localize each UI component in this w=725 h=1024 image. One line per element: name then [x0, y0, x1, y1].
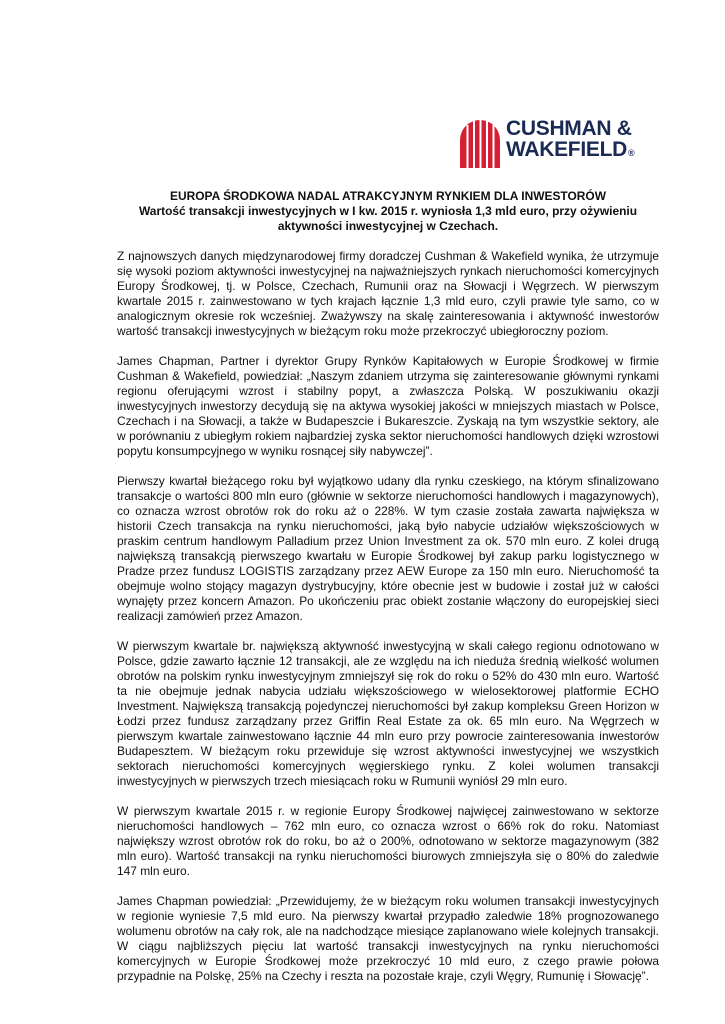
paragraph-1: Z najnowszych danych międzynarodowej firmy doradczej Cushman & Wakefield wynika, że utrzymuje się wysoki poziom aktywności inwestycyjnej na najważniejszych rynkach nieruchomości komercyjnych Europy Środkowej, tj. w Polsce, Czechach, Rumunii oraz na Słowacji i Węgrzech. W pierwszym kwartale 2015 r. zainwestowano w tych krajach łącznie 1,3 mld euro, czyli prawie tyle samo, co w analogicznym okresie rok wcześniej. Zważywszy na skalę zainteresowania i aktywność inwestorów wartość transakcji inwestycyjnych w bieżącym roku może przekroczyć ubiegłoroczny poziom. [117, 249, 659, 338]
company-logo [458, 116, 658, 168]
paragraph-5: W pierwszym kwartale 2015 r. w regionie Europy Środkowej najwięcej zainwestowano w sektorze nieruchomości handlowych – 762 mln euro, co oznacza wzrost o 66% rok do roku. Natomiast największy wzrost obrotów rok do roku, bo aż o 200%, odnotowano w sektorze magazynowym (382 mln euro). Wartość transakcji na rynku nieruchomości biurowych zmniejszyła się o 80% do zaledwie 147 mln euro. [117, 804, 659, 878]
registered-mark: ® [627, 148, 635, 158]
headline: EUROPA ŚRODKOWA NADAL ATRAKCYJNYM RYNKIEM DLA INWESTORÓW [170, 189, 606, 203]
paragraph-2: James Chapman, Partner i dyrektor Grupy Rynków Kapitałowych w Europie Środkowej w firmie Cushman & Wakefield, powiedział: „Naszym zdaniem utrzyma się zainteresowanie głównymi rynkami regionu oferującymi wzrost i stabilny popyt, a zwłaszcza Polską. W poszukiwaniu okazji inwestycyjnych inwestorzy decydują się na aktywa wysokiej jakości w mniejszych miastach w Polsce, Czechach i na Słowacji, a także w Budapeszcie i Bukareszcie. Zyskają na tym wszystkie sektory, ale w porównaniu z ubiegłym rokiem najbardziej zyska sektor nieruchomości handlowych dzięki wzrostowi popytu konsumpcyjnego w wyniku rosnącej siły nabywczej”. [117, 354, 659, 458]
logo-emblem-icon [458, 116, 502, 168]
paragraph-3: Pierwszy kwartał bieżącego roku był wyjątkowo udany dla rynku czeskiego, na którym sfinalizowano transakcje o wartości 800 mln euro (głównie w sektorze nieruchomości handlowych i magazynowych), co oznacza wzrost obrotów rok do roku aż o 228%. W tym czasie została zawarta największa w historii Czech transakcja na rynku nieruchomości, jaką było nabycie udziałów większościowych w praskim centrum handlowym Palladium przez Union Investment za ok. 570 mln euro. Z kolei drugą największą transakcją pierwszego kwartału w Europie Środkowej był zakup parku logistycznego w Pradze przez fundusz LOGISTIS zarządzany przez AEW Europe za 150 mln euro. Nieruchomość ta obejmuje wolno stojący magazyn dystrybucyjny, które obecnie jest w budowie i został już w całości wynajęty przez koncern Amazon. Po ukończeniu prac obiekt zostanie włączony do europejskiej sieci realizacji zamówień przez Amazon. [117, 474, 659, 623]
subheadline: Wartość transakcji inwestycyjnych w I kw. 2015 r. wyniosła 1,3 mld euro, przy ożywieniu aktywności inwestycyjnej w Czechach. [138, 204, 638, 233]
logo-wordmark [506, 118, 634, 164]
press-release-body [117, 189, 659, 999]
logo-line-2: WAKEFIELD [506, 138, 627, 161]
paragraph-6: James Chapman powiedział: „Przewidujemy, że w bieżącym roku wolumen transakcji inwestycyjnych w regionie wyniesie 7,5 mld euro. Na pierwszy kwartał przypadło zaledwie 18% prognozowanego wolumenu obrotów na cały rok, ale na nadchodzące miesiące zaplanowano wiele kolejnych transakcji. W ciągu najbliższych pięciu lat wartość transakcji inwestycyjnych na rynku nieruchomości komercyjnych w Europie Środkowej może przekroczyć 10 mld euro, z czego prawie połowa przypadnie na Polskę, 25% na Czechy i reszta na pozostałe kraje, czyli Węgry, Rumunię i Słowację”. [117, 894, 659, 983]
logo-line-1: CUSHMAN & [506, 117, 632, 140]
paragraph-4: W pierwszym kwartale br. największą aktywność inwestycyjną w skali całego regionu odnotowano w Polsce, gdzie zawarto łącznie 12 transakcji, ale ze względu na ich nieduża średnią wielkość wolumen obrotów na polskim rynku inwestycyjnym zmniejszył się rok do roku o 52% do 430 mln euro. Wartość ta nie obejmuje jednak nabycia udziału większościowego w wielosektorowej platformie ECHO Investment. Największą transakcją pojedynczej nieruchomości był zakup kompleksu Green Horizon w Łodzi przez fundusz zarządzany przez Griffin Real Estate za ok. 65 mln euro. Na Węgrzech w pierwszym kwartale zainwestowano łącznie 44 mln euro przy powrocie zainteresowania inwestorów Budapesztem. W bieżącym roku przewiduje się wzrost aktywności inwestycyjnej we wszystkich sektorach nieruchomości komercyjnych węgierskiego rynku. Z kolei wolumen transakcji inwestycyjnych w pierwszych trzech miesiącach roku w Rumunii wyniósł 29 mln euro. [117, 639, 659, 788]
